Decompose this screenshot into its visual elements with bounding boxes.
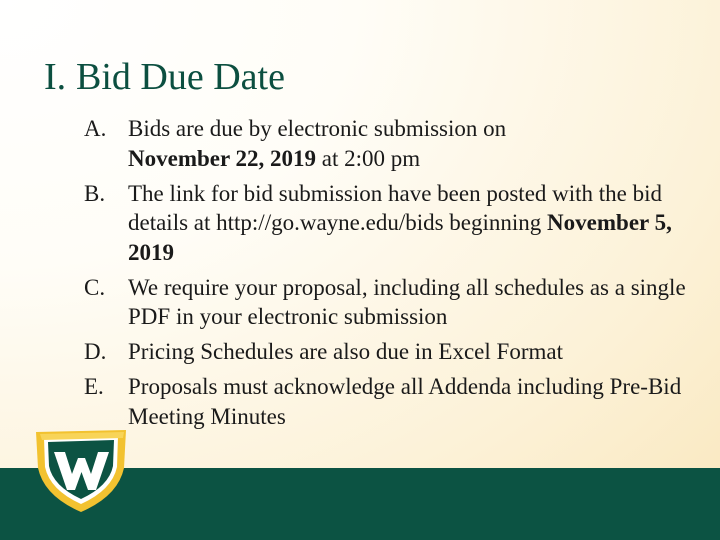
item-letter: D. [84,339,107,364]
list-item [84,273,714,332]
list-item [84,372,714,431]
item-letter: A. [84,116,107,141]
title-number: I. [44,56,67,98]
list-item [84,114,714,173]
item-text-after-date: at 2:00 pm [316,145,421,171]
item-date: November 22, 2019 [128,145,317,171]
item-letter: B. [84,180,106,206]
wayne-state-shield-logo-icon [32,424,130,514]
list-item [84,337,714,367]
item-text: The link for bid submission have been posted with the bid details at http://go.wayne.edu/bids beginning [128,180,663,235]
item-text: Proposals must acknowledge all Addenda including Pre-Bid Meeting Minutes [128,374,682,429]
item-text: Pricing Schedules are also due in Excel Format [128,339,563,364]
item-letter: C. [84,274,106,300]
item-letter: E. [84,374,104,399]
bullet-list [84,114,714,437]
slide-title [44,54,285,100]
title-text: Bid Due Date [76,56,285,98]
item-text: We require your proposal, including all schedules as a single PDF in your electronic submission [128,274,686,329]
list-item [84,179,714,268]
item-text: Bids are due by electronic submission on [128,116,507,141]
item-date: November 5, 2019 [128,210,672,265]
